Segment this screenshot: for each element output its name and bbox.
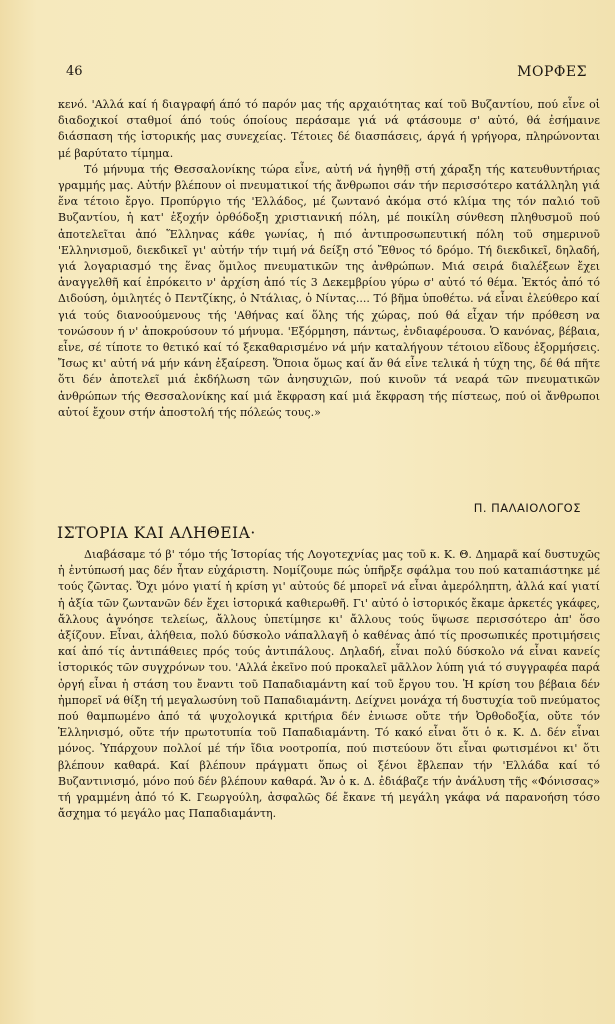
section-body — [58, 547, 600, 822]
quote-paragraph-1: κενό. 'Αλλά καί ή διαγραφή άπό τό παρόν μας τής αρχαιότητας καί τοῦ Βυζαντίου, πού εἶνε οἱ διαδοχικοί σταθμοί άπό τούς όποίους περάσαμε γιά νά φτάσουμε σ' αὐτό, θά ἐσήμαινε διάσπαση τής ἱστορικής μας συνεχείας. Τέτοιες δέ διασπάσεις, άργά ή γρήγορα, πληρώνονται μέ βαρύτατο τίμημα. — [58, 98, 600, 160]
page-number: 46 — [66, 64, 83, 79]
page-header — [66, 64, 587, 86]
section-heading: ΙΣΤΟΡΙΑ ΚΑΙ ΑΛΗΘΕΙΑ· — [57, 524, 256, 542]
quote-paragraph-2: Τό μήνυμα τής Θεσσαλονίκης τώρα εἶνε, αὐτή νά ἡγηθῇ στή χάραξη τής κατευθυντήριας γραμμής μας. Αὐτήν βλέπουν οἱ πνευματικοί τής ἄνθρωποι σάν τήν περισσότερο κατάλληλη γιά ἕνα τέτοιο ἔργο. Προπύργιο τής 'Ελλάδος, μέ ζωντανό ἀκόμα στό κλίμα της τόν παλιό τοῦ Βυζαντίου, ἡ κατ' ἐξοχήν ὀρθόδοξη χριστιανική πόλη, μέ ποικίλη σύνθεση πληθυσμοῦ πού ἀποτελεῖται ἀπό Ἕλληνας κάθε γωνίας, ἡ πιό ἀντιπροσωπευτική πόλη τοῦ σημερινοῦ 'Ελληνισμοῦ, διεκδικεῖ γι' αὐτήν τήν τιμή νά δείξη στό Ἔθνος τό δρόμο. Τή διεκδικεῖ, δηλαδή, γιά λογαριασμό της ἕνας ὅμιλος πνευματικῶν της ἀνθρώπων. Μιά σειρά διαλέξεων ἔχει ἀναγγελθῆ καί ἐπρόκειτο ν' ἀρχίση ἀπό τίς 3 Δεκεμβρίου γύρω σ' αὐτό τό θέμα. Ἐκτός ἀπό τό Διδούση, ὁμιλητές ὁ Πεντζίκης, ὁ Ντάλιας, ὁ Νίντας.... Τό βῆμα ὑποθέτω. νά εἶναι ἐλεύθερο καί γιά τούς διανοούμενους τής 'Αθήνας καί ὅλης τής χώρας, πού θά εἶχαν τήν πρόθεση να τονώσουν ή ν' ἀποκρούσουν τό μήνυμα. 'Εξόρμηση, πάντως, ἐνδιαφέρουσα. Ὁ κανόνας, βέβαια, εἶνε, σέ τίποτε το θετικό καί τό ξεκαθαρισμένο νά μήν καταλήγουν τέτοιου εἴδους ἐξορμήσεις. Ἴσως κι' αὐτή νά μήν κάνη ἐξαίρεση. Ὅποια ὅμως καί ἄν θά εἶνε τελικά ἡ τύχη της, δέ θά πῆτε ὅτι δέν ἀποτελεῖ μιά ἐκδήλωση τῶν ἀνησυχιῶν, πού κινοῦν τά νεαρά τῶν πνευματικῶν ἀνθρώπων τής Θεσσαλονίκης καί μιά ἔκφραση καί μιά ἔκφραση τής πίστεως, πού οἱ ἄνθρωποι αὐτοί ἔχουν στήν ἀποστολή τής πόλεώς τους.» — [58, 162, 600, 419]
quote-block — [58, 97, 600, 421]
author-signature: Π. ΠΑΛΑΙΟΛΟΓΟΣ — [473, 501, 581, 515]
section-paragraph: Διαβάσαμε τό β' τόμο τής Ἱστορίας τής Λογοτεχνίας μας τοῦ κ. Κ. Θ. Δημαρᾶ καί δυστυχῶς ἡ ἐντύπωσή μας δέν ἦταν εὐχάριστη. Νομίζουμε πώς ὑπῆρξε σφάλμα του πού καταπιάστηκε μέ τούς ζῶντας. Ὄχι μόνο γιατί ἡ κρίση γι' αὐτούς δέ μπορεῖ νά εἶναι ἀμερόληπτη, ἀλλά καί γιατί ἡ ἀξία τῶν ζωντανῶν δέν ἔχει ἱστορικά καθιερωθῆ. Γι' αὐτό ὁ ἱστορικός ἔκαμε ἀρκετές γκάφες, ἄλλους ἀγνόησε τελείως, ἄλλους ὑπετίμησε κι' ἄλλους τούς ὕψωσε περισσότερο ἀπ' ὅσο ἀξίζουν. Εἶναι, ἀλήθεια, πολύ δύσκολο νάπαλλαγῆ ὁ καθένας ἀπό τίς προσωπικές προτιμήσεις καί ἀπό τίς ἀντιπάθειες πρός τούς ἀντιπάλους. Δηλαδή, εἶναι πολύ δύσκολο νά εἶναι κανείς ἱστορικός τῶν συγχρόνων του. 'Αλλά ἐκεῖνο πού προκαλεῖ μᾶλλον λύπη γιά τό συγγραφέα παρά ὀργή εἶναι ἡ στάση του ἔναντι τοῦ Παπαδιαμάντη καί τοῦ ἔργου του. Ἡ κρίση του βέβαια δέν ἠμπορεῖ νά θίξη τή μεγαλωσύνη τοῦ Παπαδιαμάντη. Δείχνει μονάχα τή δυστυχία τοῦ πνεύματος πού θαμπωμένο ἀπό τά ψυχολογικά κριτήρια δέν ἐνιωσε οὔτε τήν Ὀρθοδοξία, οὔτε τόν Ἑλληνισμό, οὔτε τήν πρωτοτυπία τοῦ Παπαδιαμάντη. Τό κακό εἶναι ὅτι ὁ κ. Κ. Δ. δέν εἶναι μόνος. Ὑπάρχουν πολλοί μέ τήν ἴδια νοοτροπία, πού πιστεύουν ὅτι εἶναι φωτισμένοι κι' ὅτι βλέπουν καθαρά. Καί βλέπουν πράγματι ὅπως οἱ ξένοι ἔβλεπαν τήν 'Ελλάδα καί τό Βυζαντινισμό, μόνο πού δέν βλέπουν καθαρά. Ἄν ὁ κ. Δ. ἐδιάβαζε τήν ἀνάλυση τῆς «Φόνισσας» τή γραμμένη ἀπό τό Κ. Γεωργούλη, ἀσφαλῶς δέ ἔκανε τή μεγάλη γκάφα νά παρανοήση τόσο ἄσχημα τό μεγάλο μας Παπαδιαμάντη. — [58, 548, 600, 821]
running-title: ΜΟΡΦΕΣ — [517, 64, 587, 80]
